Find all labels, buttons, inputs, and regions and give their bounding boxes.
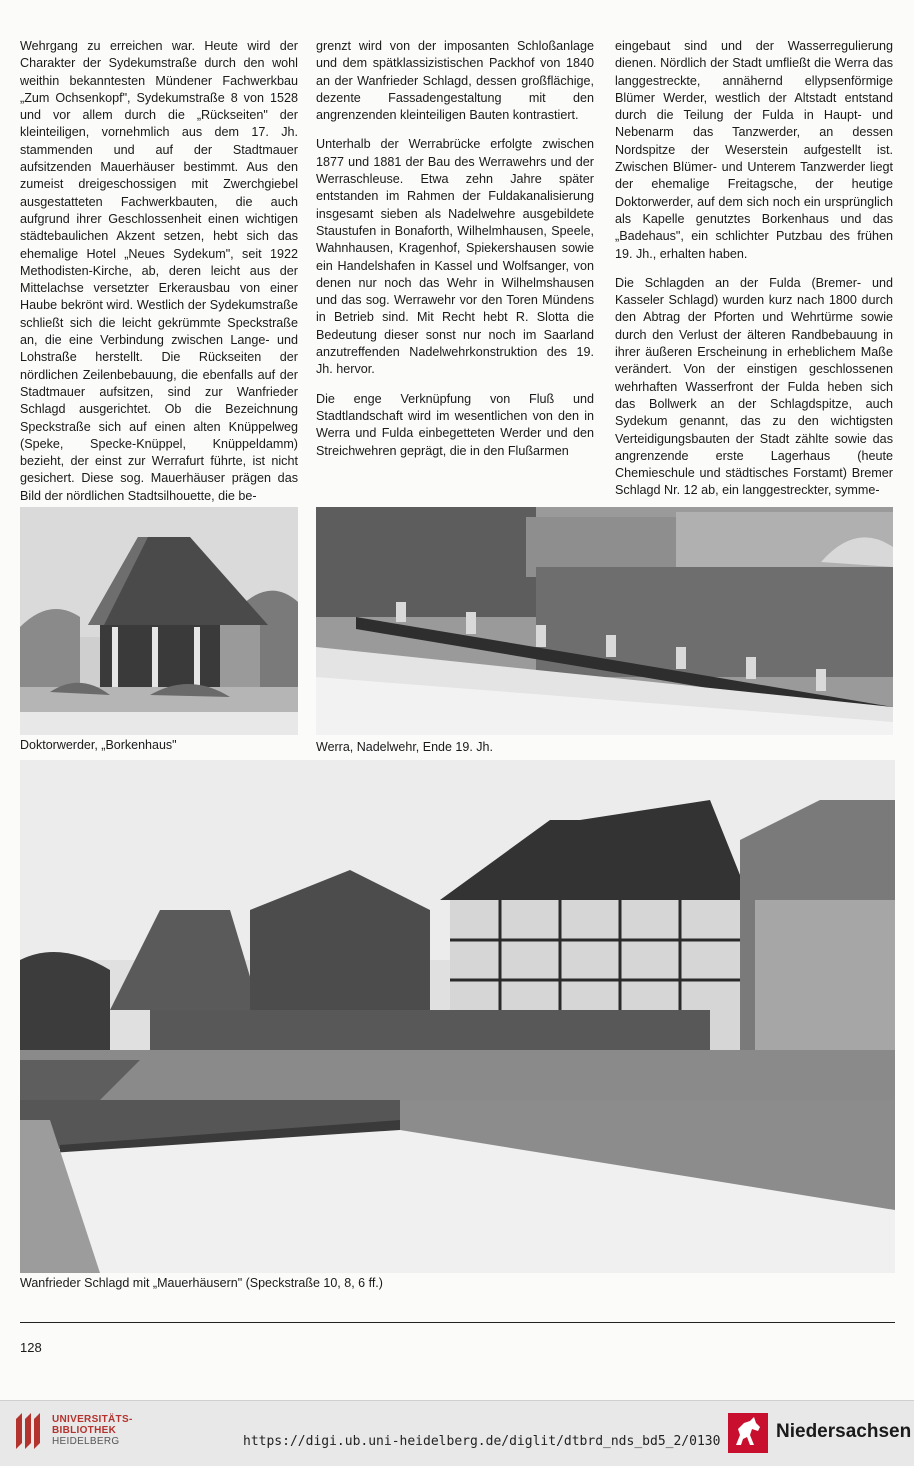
column-3-paragraph-1: eingebaut sind und der Wasserregulierung dienen. Nördlich der Stadt umfließt die Werra das langgestreckte, annähernd ellypsenförmige Blümer Werder, westlich der Altstadt entstand durch die Teilung der Fulda in Haupt- und Nebenarm das Tanzwerder, an dessen Nordspitze der Weserstein aufgestellt ist. Zwischen Blümer- und Unterem Tanzwerder liegt der ehemalige Freitagsche, der heutige Doktorwerder, auf dem sich noch ein ursprünglich als Kapelle genutztes Borkenhaus und das „Badehaus", ein schlichter Putzbau des frühen 19. Jh., erhalten haben. xyxy=(615,39,893,261)
schlagd-caption: Wanfrieder Schlagd mit „Mauerhäusern" (Speckstraße 10, 8, 6 ff.) xyxy=(20,1276,383,1290)
column-2-paragraph-2: Unterhalb der Werrabrücke erfolgte zwischen 1877 und 1881 der Bau des Werrawehrs und der Werraschleuse. Etwa zehn Jahre später entstanden im Rahmen der Fuldakanalisierung insgesamt sieben als Nadelwehre ausgebildete Staustufen in Bonaforth, Wilhelmhausen, Speele, Wahnhausen, Kragenhof, Spiekershausen sowie ein Handelshafen in Kassel und Wolfsanger, von denen nur noch das Wehr in Wilhelmshausen und das sog. Werrawehr vor den Toren Mündens in Betrieb sind. Mit Recht hebt R. Slotta die Bedeutung dieser sonst nur noch im Saarland anzutreffenden Nadelwehrkonstruktion des 19. Jh. hervor. xyxy=(316,137,594,377)
text-column-2 xyxy=(316,38,594,472)
library-name-line-3: HEIDELBERG xyxy=(52,1436,120,1447)
niedersachsen-label: Niedersachsen xyxy=(776,1421,912,1442)
column-3-paragraph-2: Die Schlagden an der Fulda (Bremer- und Kasseler Schlagd) wurden kurz nach 1800 durch den Abtrag der Pforten und Wehrtürme sowie durch den Verlust der älteren Randbebauung in ihrer äußeren Erscheinung in erheblichem Maße verändert. Von der einstigen geschlossenen wehrhaften Wasserfront der Fulda heben sich das Bollwerk an der Schlagdspitze, auch Sydekum genannt, das zu den wichtigsten Verteidigungsbauten der Stadt zählte sowie das angrenzende erste Lagerhaus (heute Chemieschule und städtisches Forstamt) Bremer Schlagd Nr. 12 ab, ein langgestreckter, symme- xyxy=(615,275,893,498)
column-1-paragraph: Wehrgang zu erreichen war. Heute wird der Charakter der Sydekumstraße durch den wohl weithin bekanntesten Mündener Fachwerkbau „Zum Ochsenkopf", Sydekumstraße 8 von 1528 und vor allem durch die „Rückseiten" der kleinteiligen, vornehmlich aus dem 17. Jh. stammenden und auf der Stadtmauer aufsitzenden Mauerhäuser bestimmt. Aus den zumeist dreigeschossigen mit Zwerchgiebel ausgestatteten Fachwerkbauten, die auch aufgrund ihrer Geschlossenheit einen wichtigen städtebaulichen Akzent setzen, hebt sich das ehemalige Hotel „Neues Sydekum", seit 1922 Methodisten-Kirche, ab, deren leicht aus der Mittelachse versetzter Erkerausbau von einer Haube bekrönt wird. Westlich der Sydekumstraße schließt sich die leicht gekrümmte Speckstraße an, die eine Verbindung zwischen Lange- und Lohstraße herstellt. Die Rückseiten der nördlichen Zeilenbebauung, die ebenfalls auf der Stadtmauer aufsitzen, sind zur Wanfrieder Schlagd ausgerichtet. Ob die Bezeichnung Speckstraße sich auf einen alten Knüppelweg (Speke, Specke-Knüppel, Knüppeldamm) bezieht, der einst zur Werrafurt führte, ist nicht gesichert. Diese sog. Mauerhäuser prägen das Bild der nördlichen Stadtsilhouette, die be- xyxy=(20,39,298,503)
niedersachsen-horse-logo-icon xyxy=(728,1413,768,1453)
schlagd-photo xyxy=(20,760,895,1273)
page-rule xyxy=(20,1322,895,1323)
library-name-line-2: BIBLIOTHEK xyxy=(52,1425,117,1436)
text-column-1 xyxy=(20,38,298,517)
university-library-logo-icon xyxy=(12,1409,46,1451)
borkenhaus-caption: Doktorwerder, „Borkenhaus" xyxy=(20,738,177,752)
borkenhaus-photo xyxy=(20,507,298,735)
text-column-3 xyxy=(615,38,893,512)
university-library-name xyxy=(52,1414,133,1447)
nadelwehr-caption: Werra, Nadelwehr, Ende 19. Jh. xyxy=(316,740,493,754)
page-number: 128 xyxy=(20,1340,42,1355)
nadelwehr-photo xyxy=(316,507,893,735)
digitization-footer xyxy=(0,1400,914,1466)
document-url-link[interactable]: https://digi.ub.uni-heidelberg.de/diglit/dtbrd_nds_bd5_2/0130 xyxy=(243,1434,721,1449)
column-2-paragraph-3: Die enge Verknüpfung von Fluß und Stadtlandschaft wird im wesentlichen von den in Werra und Fulda einbegetteten Werder und den Streichwehren geprägt, die in den Flußarmen xyxy=(316,391,594,458)
library-name-line-1: UNIVERSITÄTS- xyxy=(52,1414,133,1425)
column-2-paragraph-1: grenzt wird von der imposanten Schloßanlage und dem spätklassizistischen Packhof von 1840 an der Wanfrieder Schlagd, dessen großflächige, dezente Fassadengestaltung mit den angrenzenden kleinteiligen Bauten kontrastiert. xyxy=(316,39,594,123)
